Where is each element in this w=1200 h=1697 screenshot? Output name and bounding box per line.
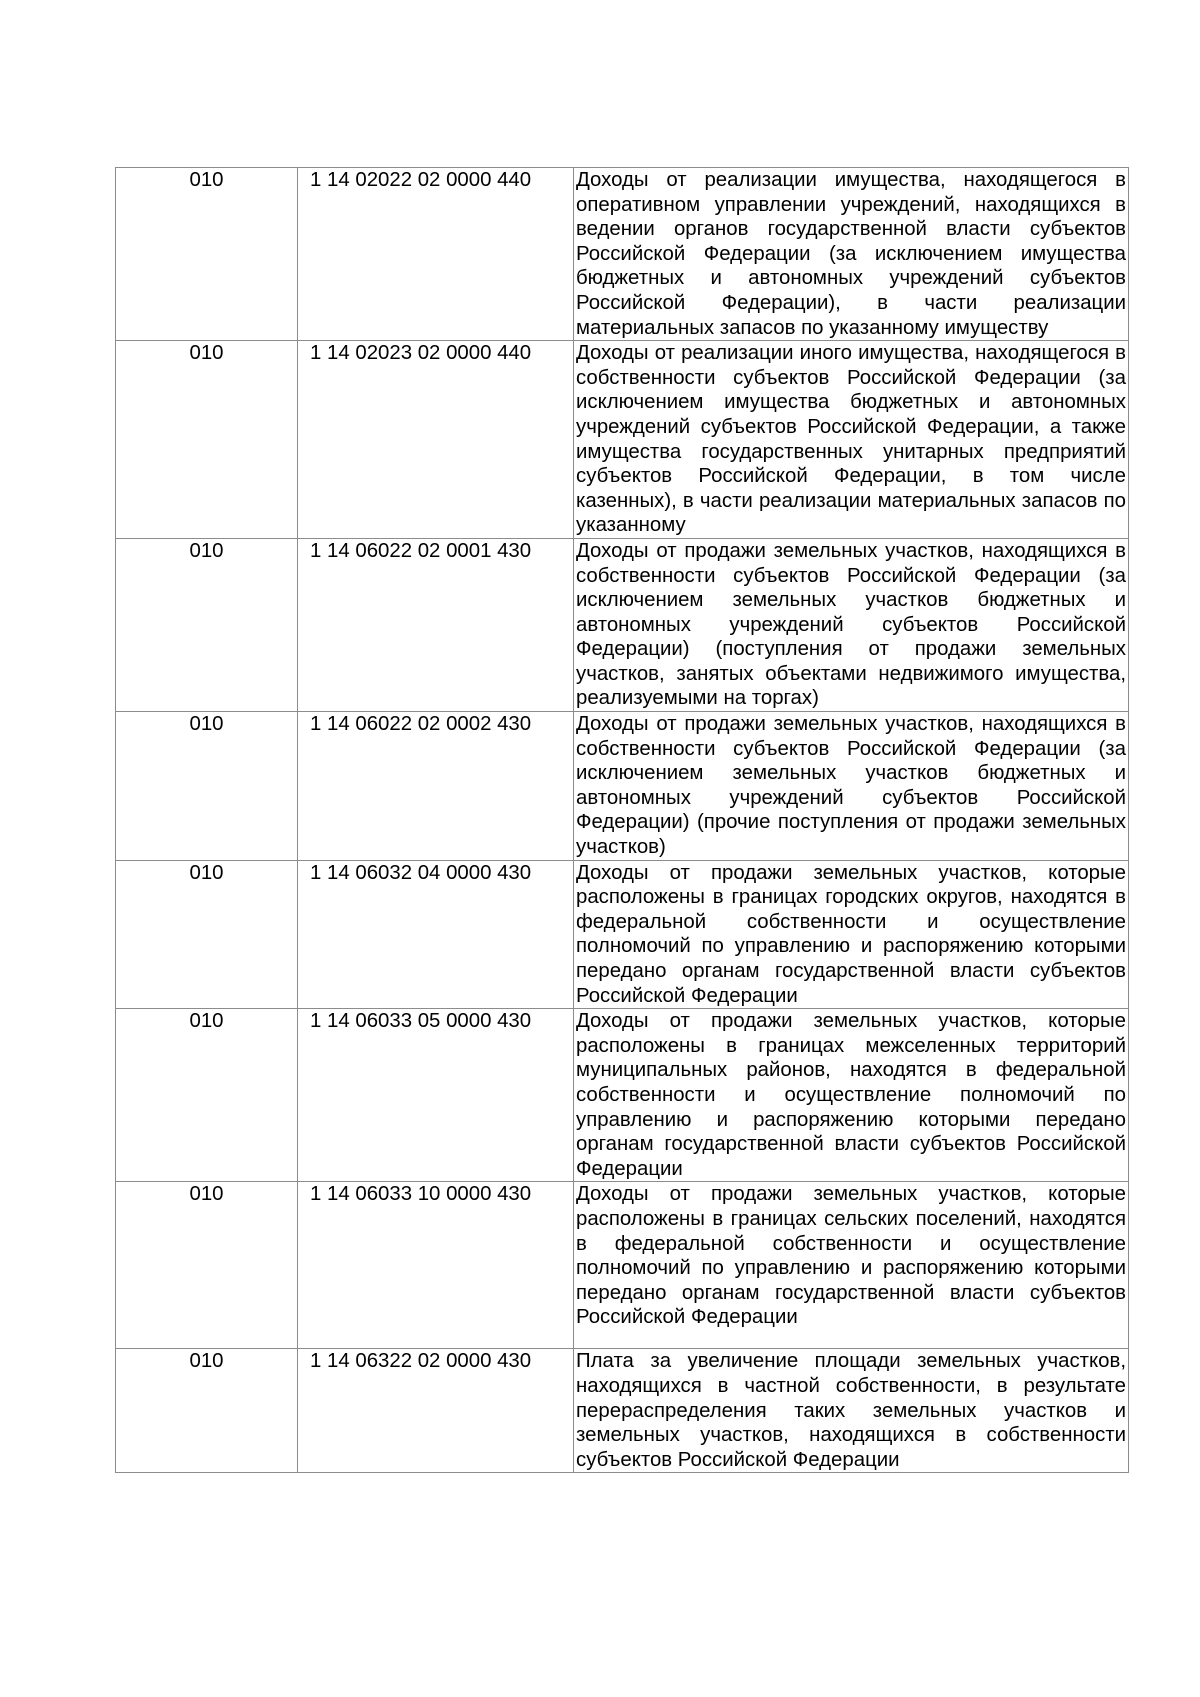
admin-code-cell (116, 1009, 298, 1182)
admin-code-cell (116, 168, 298, 341)
revenue-name-cell (574, 341, 1129, 539)
admin-code-cell (116, 1349, 298, 1473)
revenue-name: Доходы от продажи земельных участков, которые расположены в границах сельских поселений, находятся в федеральной собственности и осуществление полномочий по управлению и распоряжению которыми передано органам государственной власти субъектов Российской Федерации (576, 1183, 1126, 1329)
budget-code: 1 14 02022 02 0000 440 (310, 169, 532, 191)
table-row (116, 1009, 1129, 1182)
budget-code-cell (298, 712, 574, 861)
budget-code-cell (298, 538, 574, 711)
admin-code: 010 (189, 169, 224, 191)
budget-code: 1 14 06022 02 0002 430 (310, 713, 532, 736)
budget-code-cell (298, 341, 574, 539)
table-row (116, 168, 1129, 341)
admin-code: 010 (189, 539, 224, 562)
revenue-name-cell (574, 538, 1129, 711)
budget-code-cell (298, 1182, 574, 1349)
budget-code: 1 14 06033 05 0000 430 (310, 1010, 532, 1033)
table-row (116, 538, 1129, 711)
budget-code: 1 14 06322 02 0000 430 (310, 1350, 532, 1373)
revenue-name-cell (574, 860, 1129, 1009)
admin-code: 010 (189, 713, 224, 736)
budget-code: 1 14 06033 10 0000 430 (310, 1183, 532, 1206)
admin-code: 010 (189, 1010, 224, 1033)
budget-code-cell (298, 1349, 574, 1473)
budget-code: 1 14 02023 02 0000 440 (310, 342, 532, 365)
budget-code: 1 14 06022 02 0001 430 (310, 539, 532, 562)
admin-code-cell (116, 860, 298, 1009)
admin-code-cell (116, 1182, 298, 1349)
budget-code: 1 14 06032 04 0000 430 (310, 861, 532, 884)
revenue-name-cell (574, 712, 1129, 861)
revenue-name: Доходы от продажи земельных участков, которые расположены в границах городских округов, находятся в федеральной собственности и осуществление полномочий по управлению и распоряжению которыми передано органам государственной власти субъектов Российской Федерации (576, 861, 1126, 1007)
revenue-name: Доходы от продажи земельных участков, которые расположены в границах межселенных территорий муниципальных районов, находятся в федеральной собственности и осуществление полномочий по управлению и распоряжению которыми передано органам государственной власти субъектов Российской Федерации (576, 1010, 1126, 1180)
revenue-name-cell (574, 1349, 1129, 1473)
revenue-name: Доходы от продажи земельных участков, находящихся в собственности субъектов Российской Федерации (за исключением земельных участков бюджетных и автономных учреждений субъектов Российской Федерации) (прочие поступления от продажи земельных участков) (576, 713, 1126, 859)
budget-code-cell (298, 860, 574, 1009)
revenue-name: Доходы от продажи земельных участков, находящихся в собственности субъектов Российской Федерации (за исключением земельных участков бюджетных и автономных учреждений субъектов Российской Федерации) (поступления от продажи земельных участков, занятых объектами недвижимого имущества, реализуемыми на торгах) (576, 539, 1126, 710)
budget-code-cell (298, 168, 574, 341)
table-row (116, 1349, 1129, 1473)
revenue-name: Плата за увеличение площади земельных участков, находящихся в частной собственности, в результате перераспределения таких земельных участков и земельных участков, находящихся в собственности субъектов Российской Федерации (576, 1350, 1126, 1471)
revenue-name-cell (574, 168, 1129, 341)
admin-code-cell (116, 538, 298, 711)
table-row (116, 860, 1129, 1009)
admin-code: 010 (189, 1183, 224, 1206)
revenue-name-cell (574, 1182, 1129, 1349)
admin-code: 010 (189, 861, 224, 884)
admin-code-cell (116, 341, 298, 539)
revenue-codes-table (115, 167, 1129, 1473)
admin-code: 010 (189, 1350, 224, 1373)
budget-code-cell (298, 1009, 574, 1182)
admin-code: 010 (189, 342, 224, 365)
table-row (116, 712, 1129, 861)
revenue-name: Доходы от реализации имущества, находящегося в оперативном управлении учреждений, находящихся в ведении органов государственной власти субъектов Российской Федерации (за исключением имущества бюджетных и автономных учреждений субъектов Российской Федерации), в части реализации материальных запасов по указанному имуществу (576, 169, 1126, 339)
table-row (116, 341, 1129, 539)
admin-code-cell (116, 712, 298, 861)
revenue-name: Доходы от реализации иного имущества, находящегося в собственности субъектов Российской Федерации (за исключением имущества бюджетных и автономных учреждений субъектов Российской Федерации, а также имущества государственных унитарных предприятий субъектов Российской Федерации, в том числе казенных), в части реализации материальных запасов по указанному (576, 342, 1126, 537)
revenue-name-cell (574, 1009, 1129, 1182)
table-row (116, 1182, 1129, 1349)
